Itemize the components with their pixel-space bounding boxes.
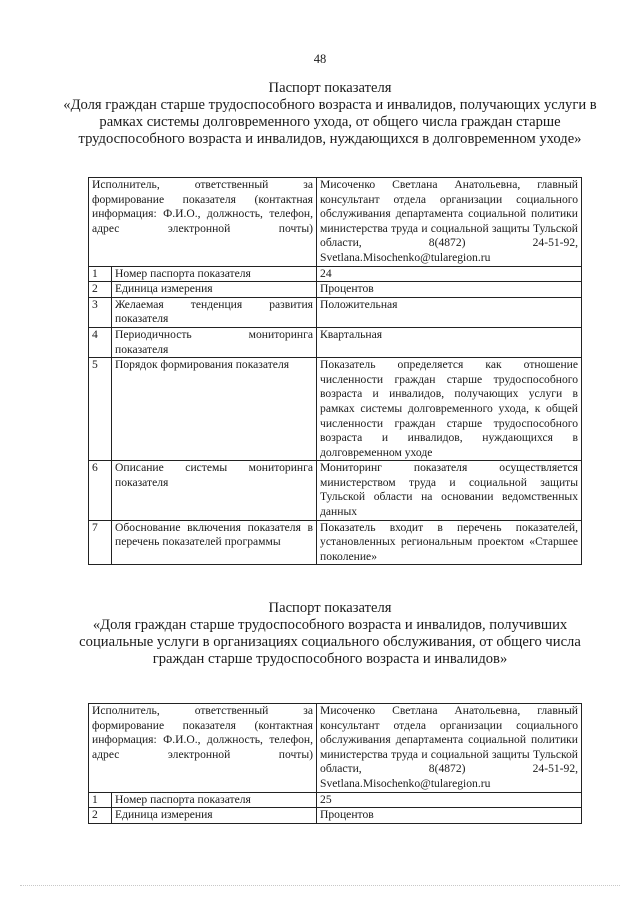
row-value: Показатель определяется как отношение численности граждан старше трудоспособного возраста и инвалидов, получающих услуги в рамках системы долговременного ухода, к общей численности граждан старше трудоспособного возраста и инвалидов, нуждающихся в долговременном уходе bbox=[317, 358, 582, 461]
executor-row bbox=[89, 178, 582, 267]
row-label: Обоснование включения показателя в перечень показателей программы bbox=[112, 520, 317, 565]
table-row bbox=[89, 282, 582, 298]
executor-label: Исполнитель, ответственный за формирование показателя (контактная информация: Ф.И.О., должность, телефон, адрес электронной почты) bbox=[89, 704, 317, 793]
row-value: Положительная bbox=[317, 297, 582, 327]
row-value: 25 bbox=[317, 792, 582, 808]
row-value: Квартальная bbox=[317, 327, 582, 357]
passport-title bbox=[60, 600, 600, 668]
executor-value: Мисоченко Светлана Анатольевна, главный консультант отдела организации социального обслуживания департамента социальной политики министерства труда и социальной защиты Тульской области, 8(4872) 24-51-92, Svetlana.Misochenko@tularegion.ru bbox=[317, 178, 582, 267]
indicator-name: «Доля граждан старше трудоспособного возраста и инвалидов, получающих услуги в рамках системы долговременного ухода, от общего числа граждан старше трудоспособного возраста и инвалидов, нуждающихся в долговременном уходе» bbox=[63, 97, 597, 147]
executor-row bbox=[89, 704, 582, 793]
table-row bbox=[89, 327, 582, 357]
row-number: 1 bbox=[89, 266, 112, 282]
table-row bbox=[89, 297, 582, 327]
scan-edge-artifact bbox=[20, 885, 620, 888]
row-number: 7 bbox=[89, 520, 112, 565]
table-row bbox=[89, 266, 582, 282]
executor-value: Мисоченко Светлана Анатольевна, главный консультант отдела организации социального обслуживания департамента социальной политики министерства труда и социальной защиты Тульской области, 8(4872) 24-51-92, Svetlana.Misochenko@tularegion.ru bbox=[317, 704, 582, 793]
row-label: Номер паспорта показателя bbox=[112, 266, 317, 282]
row-number: 2 bbox=[89, 808, 112, 824]
row-value: Мониторинг показателя осуществляется министерством труда и социальной защиты Тульской области на основании ведомственных данных bbox=[317, 461, 582, 520]
row-value: Процентов bbox=[317, 808, 582, 824]
row-label: Желаемая тенденция развития показателя bbox=[112, 297, 317, 327]
row-label: Периодичность мониторинга показателя bbox=[112, 327, 317, 357]
page-number: 48 bbox=[313, 52, 327, 66]
indicator-passport-table bbox=[88, 703, 582, 824]
row-number: 1 bbox=[89, 792, 112, 808]
table-row bbox=[89, 808, 582, 824]
row-label: Порядок формирования показателя bbox=[112, 358, 317, 461]
row-number: 2 bbox=[89, 282, 112, 298]
indicator-name: «Доля граждан старше трудоспособного возраста и инвалидов, получивших социальные услуги в организациях социального обслуживания, от общего числа граждан старше трудоспособного возраста и инвалидов» bbox=[79, 617, 581, 667]
passport-heading: Паспорт показателя bbox=[268, 80, 392, 96]
row-label: Описание системы мониторинга показателя bbox=[112, 461, 317, 520]
row-label: Номер паспорта показателя bbox=[112, 792, 317, 808]
row-value: Процентов bbox=[317, 282, 582, 298]
indicator-passport-table bbox=[88, 177, 582, 565]
passport-heading: Паспорт показателя bbox=[268, 600, 392, 616]
row-number: 6 bbox=[89, 461, 112, 520]
row-number: 3 bbox=[89, 297, 112, 327]
table-row bbox=[89, 461, 582, 520]
row-label: Единица измерения bbox=[112, 282, 317, 298]
executor-label: Исполнитель, ответственный за формирование показателя (контактная информация: Ф.И.О., должность, телефон, адрес электронной почты) bbox=[89, 178, 317, 267]
table-row bbox=[89, 792, 582, 808]
row-value: Показатель входит в перечень показателей, установленных региональным проектом «Старшее поколение» bbox=[317, 520, 582, 565]
row-number: 5 bbox=[89, 358, 112, 461]
row-label: Единица измерения bbox=[112, 808, 317, 824]
passport-title bbox=[60, 80, 600, 148]
table-row bbox=[89, 520, 582, 565]
row-value: 24 bbox=[317, 266, 582, 282]
row-number: 4 bbox=[89, 327, 112, 357]
table-row bbox=[89, 358, 582, 461]
